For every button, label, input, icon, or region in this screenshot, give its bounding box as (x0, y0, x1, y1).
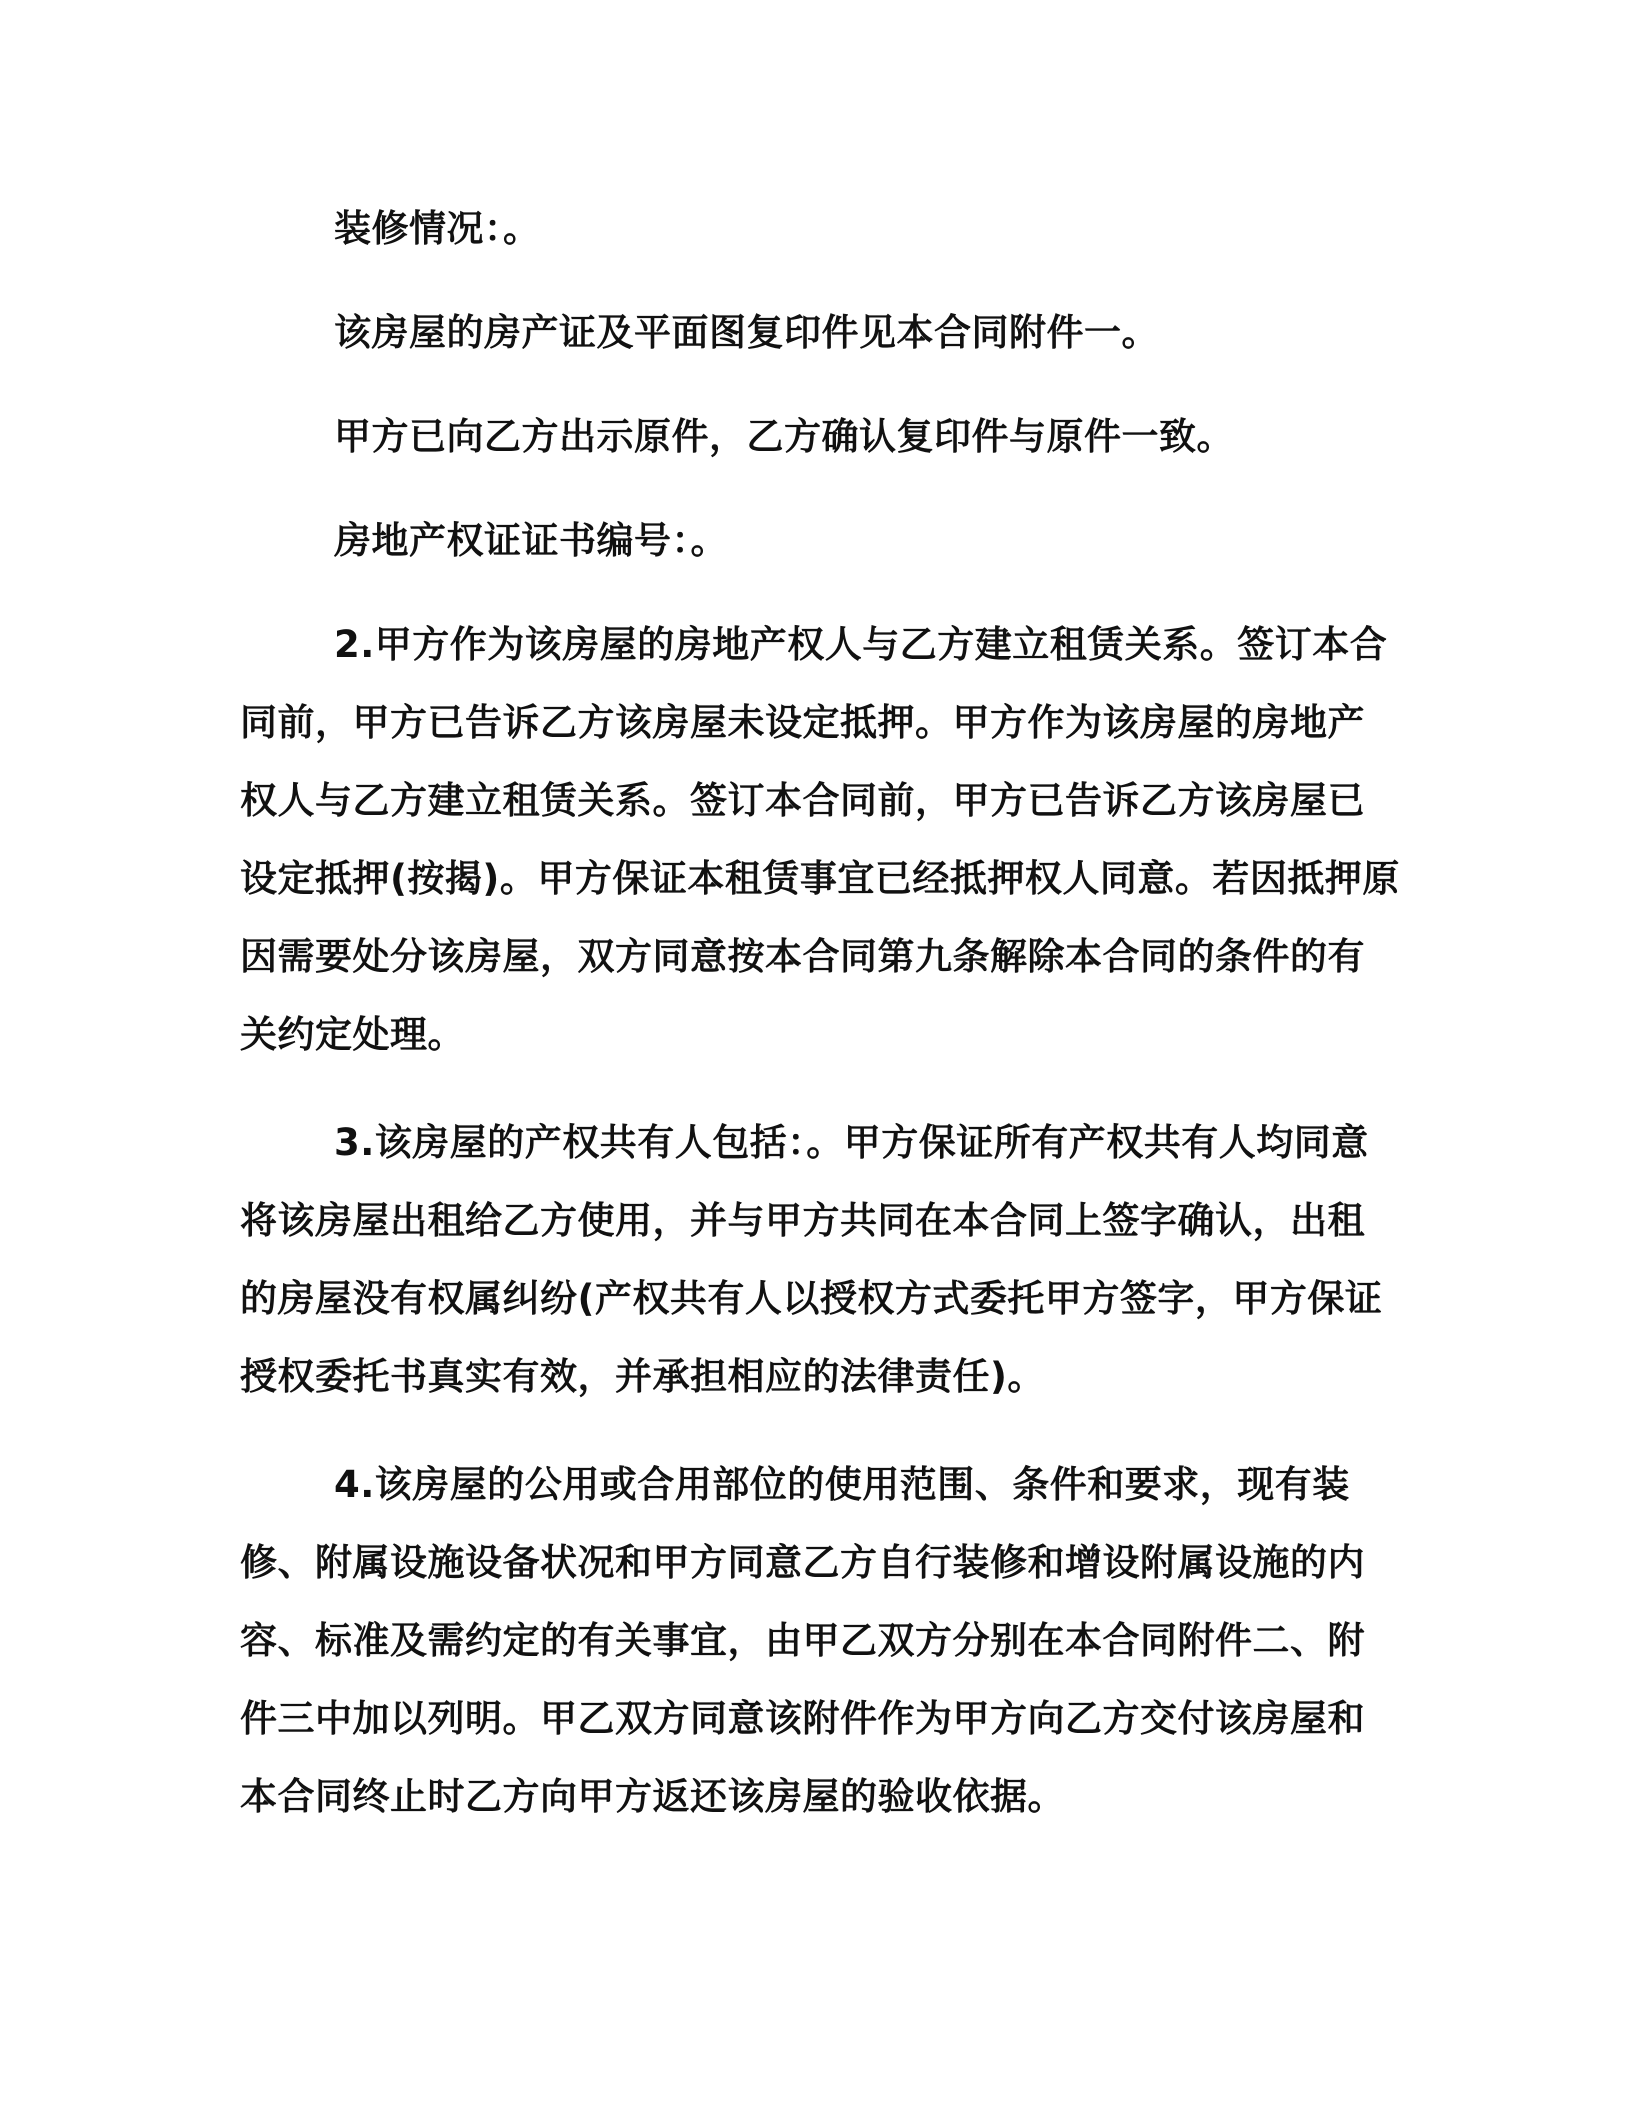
paragraph-decoration: 装修情况：。 (334, 207, 541, 250)
paragraph-clause-4: 4.该房屋的公用或合用部位的使用范围、条件和要求，现有装修、附属设施设备状况和甲方同意乙方自行装修和增设附属设施的内容、标准及需约定的有关事宜，由甲乙双方分别在本合同附件二、附件三中加以列明。甲乙双方同意该附件作为甲方向乙方交付该房屋和本合同终止时乙方向甲方返还该房屋的验收依据。 (240, 1463, 1365, 1818)
paragraph-clause-3: 3.该房屋的产权共有人包括：。甲方保证所有产权共有人均同意将该房屋出租给乙方使用，并与甲方共同在本合同上签字确认，出租的房屋没有权属纠纷(产权共有人以授权方式委托甲方签字，甲方保证授权委托书真实有效，并承担相应的法律责任)。 (240, 1121, 1383, 1398)
document-page (240, 190, 1400, 1866)
paragraph-certificate-copy: 该房屋的房产证及平面图复印件见本合同附件一。 (334, 311, 1159, 354)
paragraph-clause-2: 2.甲方作为该房屋的房地产权人与乙方建立租赁关系。签订本合同前，甲方已告诉乙方该房屋未设定抵押。甲方作为该房屋的房地产权人与乙方建立租赁关系。签订本合同前，甲方已告诉乙方该房屋已设定抵押(按揭)。甲方保证本租赁事宜已经抵押权人同意。若因抵押原因需要处分该房屋，双方同意按本合同第九条解除本合同的条件的有关约定处理。 (240, 623, 1400, 1056)
paragraph-original-shown: 甲方已向乙方出示原件，乙方确认复印件与原件一致。 (334, 415, 1234, 458)
paragraph-certificate-number: 房地产权证证书编号：。 (334, 519, 728, 562)
